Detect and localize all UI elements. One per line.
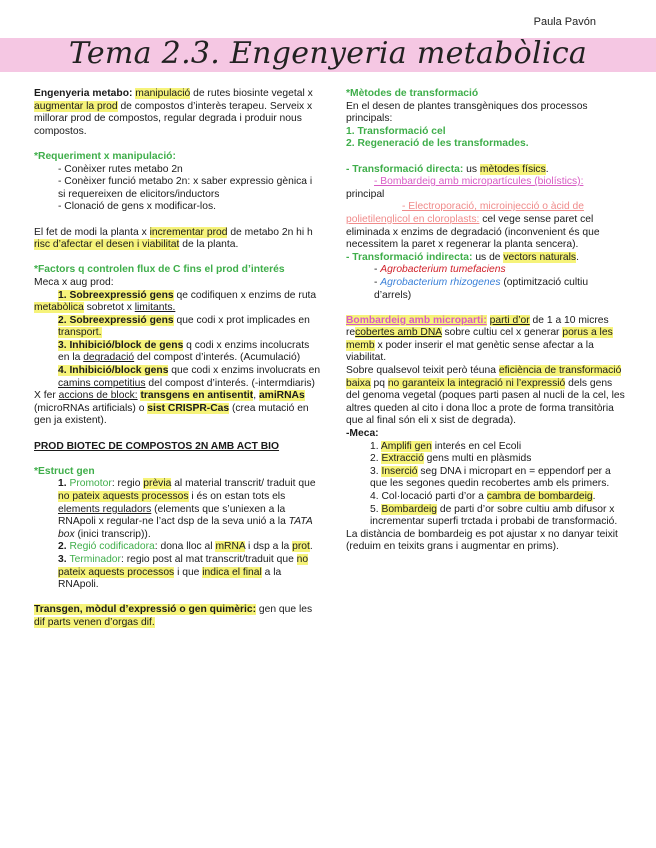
bombardment-paragraph — [346, 315, 628, 365]
indirect-text: us de — [472, 251, 504, 263]
structure-highlight: mRNA — [215, 541, 246, 553]
bomb-highlight: cobertes amb DNA — [355, 327, 442, 339]
mechanism-step — [346, 504, 628, 529]
step-highlight: cambra de bombardeig — [486, 491, 593, 502]
step-text: . — [592, 491, 596, 502]
left-column — [34, 88, 322, 630]
block-text: (microRNAs artificials) o — [34, 402, 148, 414]
intro-highlight-2: augmentar la prod — [34, 100, 118, 112]
principal-text: principal — [346, 188, 385, 200]
electroporation-text: cel vege sense paret cel eliminada x enzims de degradació (inconvenient és que necessitem la paret x regenerar la planta sencera). — [346, 213, 600, 251]
gene-structure-item — [34, 478, 322, 541]
factors-intro: Meca x aug prod: — [34, 276, 114, 288]
factor-item-cont — [34, 302, 322, 315]
modi-highlight-2: risc d’afectar el desen i viabilitat — [34, 239, 180, 251]
factor-text: que codi x prot implicades en — [173, 314, 310, 326]
block-highlight: amiRNAs — [258, 390, 305, 402]
transgen-paragraph — [34, 604, 322, 629]
factor-text: que codi x enzims involucrats en — [168, 365, 321, 377]
mechanism-heading: -Meca: — [346, 428, 379, 440]
factor-highlight: metabòlica — [34, 302, 84, 314]
block-underline: accions de block: — [58, 390, 138, 402]
structure-text: . — [309, 541, 313, 553]
bombardment-label: - Bombardeig amb micropartícules (biolístics): — [374, 176, 584, 188]
electroporation-item — [346, 201, 628, 251]
factor-item — [34, 340, 322, 365]
direct-label: - Transformació directa: — [346, 163, 464, 175]
mechanism-step — [346, 466, 628, 491]
structure-text: : regio post al mat transcrit/traduit que — [120, 553, 297, 565]
author-name: Paula Pavón — [533, 16, 596, 28]
indirect-label: - Transformació indirecta: — [346, 251, 473, 263]
structure-text: (inici transcrip)). — [74, 528, 151, 540]
factors-heading: *Factors q controlen flux de C fins el prod d’interés — [34, 264, 285, 276]
structure-italic: TATA box — [58, 516, 313, 540]
structure-text: i dsp a la — [245, 541, 293, 553]
block-text: X fer — [34, 390, 59, 402]
structure-text: i que — [174, 566, 203, 578]
methods-intro: En el desen de plantes transgèniques dos processos principals: — [346, 100, 588, 125]
factor-text: del compost d’interés. (Acumulació) — [134, 352, 301, 364]
step-text: interés en cel Ecoli — [431, 440, 522, 452]
mechanism-step — [346, 491, 628, 504]
requirement-heading: *Requeriment x manipulació: — [34, 150, 176, 162]
block-text: , — [253, 390, 259, 402]
bomb-text: Sobre qualsevol teixit però téuna — [346, 365, 499, 377]
structure-text: a la RNApoli. — [58, 566, 282, 591]
intro-text: de rutes biosinte vegetal x — [190, 88, 313, 99]
block-highlight: transgens en antisentit — [140, 390, 254, 402]
step-number: 2. — [370, 453, 382, 465]
indirect-transformation — [346, 252, 628, 265]
direct-text: us — [463, 163, 480, 175]
factor-item — [34, 315, 322, 340]
bomb-text: de 1 a 10 micres re — [346, 314, 609, 339]
factor-label: 2. Sobreexpressió gens — [58, 314, 174, 326]
modi-text-2: de metabo 2n hi h — [227, 226, 313, 238]
intro-highlight: manipulació — [135, 88, 191, 99]
factor-text: q codi x enzims incolucrats en la — [58, 339, 310, 364]
bomb-highlight: eficiència de transformació baixa — [346, 365, 622, 389]
item-number: 1. — [58, 478, 70, 490]
agrobacterium-item: - Agrobacterium tumefaciens — [374, 264, 506, 276]
direct-text: . — [545, 163, 549, 175]
block-actions-paragraph — [34, 390, 322, 428]
step-number: 5. — [370, 503, 382, 515]
agrobacterium-tumefaciens: Agrobacterium tumefaciens — [380, 264, 506, 276]
bombardment-paragraph-2 — [346, 365, 628, 428]
transgen-term: Transgen, mòdul d’expressió o gen quimèric: — [34, 604, 257, 616]
bomb-text: pq — [370, 377, 388, 389]
structure-highlight: no pateix aquests processos — [58, 491, 189, 502]
factor-underline: degradació — [83, 352, 135, 364]
structure-label: Regió codificadora — [69, 541, 155, 553]
methods-heading: *Mètodes de transformació — [346, 88, 479, 99]
step-text: Col·locació parti d’or a — [381, 491, 487, 502]
bomb-text: x poder inserir el mat genètic sense afectar a la viabilitat. — [346, 339, 594, 364]
factor-underline: camins competitius — [58, 377, 146, 389]
factor-text: qe codifiquen x enzims de ruta — [173, 289, 317, 301]
agrobacterium-rhizogenes: Agrobacterium rhizogenes — [380, 276, 501, 288]
step-highlight: Inserció — [381, 465, 418, 477]
factor-label: 3. Inhibició/block de gens — [58, 339, 184, 351]
mechanism-step — [346, 441, 628, 454]
structure-highlight: prot — [292, 541, 310, 553]
factor-text: sobretot x — [83, 302, 135, 314]
method-item: 2. Regeneració de les transformades. — [346, 138, 529, 150]
step-text: seg DNA i micropart en = eppendorf per a que les segones quedin recobertes amb els primers. — [370, 465, 611, 490]
structure-label: Terminador — [69, 553, 121, 565]
step-text: de parti d’or sobre cultiu amb difusor x incrementar superfi trctada i probabi de transformació. — [370, 503, 618, 528]
bomb-highlight: parti d’or — [489, 314, 530, 326]
factor-item — [34, 290, 322, 303]
gene-structure-heading: *Estruct gen — [34, 465, 95, 477]
mechanism-step — [346, 453, 628, 466]
bomb-text: sobre cultiu cel x generar — [441, 327, 563, 339]
structure-text: al material transcrit/ traduit que — [171, 478, 316, 490]
transgen-highlight: dif parts venen d’orgas dif. — [34, 616, 155, 628]
gene-structure-item — [34, 541, 322, 554]
structure-text: i és on estan tots els — [188, 491, 286, 502]
structure-highlight: prèvia — [143, 478, 172, 490]
prod-biotec-heading: PROD BIOTEC DE COMPOSTOS 2N AMB ACT BIO — [34, 440, 280, 452]
structure-highlight: indica el final — [202, 566, 262, 578]
factor-label: 1. Sobreexpressió gens — [58, 289, 174, 301]
step-highlight: Bombardeig — [381, 503, 437, 515]
step-highlight: Amplifi gen — [380, 440, 432, 452]
block-highlight: sist CRISPR-Cas — [147, 402, 230, 414]
step-number: 4. — [370, 491, 382, 502]
indirect-highlight: vectors naturals — [503, 251, 577, 263]
structure-text: (elements que s’uniexen a la RNApoli x regular-ne l’act dsp de la seva unió a la — [58, 503, 289, 528]
agrobacterium-text: (optimització cultiu d’arrels) — [374, 276, 589, 301]
block-text: (crea mutació en gen ja existent). — [34, 402, 309, 427]
right-column — [346, 88, 628, 554]
direct-highlight: mètodes físics — [479, 163, 546, 175]
agrobacterium-item: - Agrobacterium rhizogenes (optimització cultiu d’arrels) — [374, 276, 589, 301]
factor-underline: limitants. — [134, 302, 176, 314]
requirement-item: - Clonació de gens x modificar-los. — [58, 201, 216, 213]
bomb-highlight: porus a les memb — [346, 327, 613, 351]
gene-structure-item — [34, 554, 322, 592]
bombardment-heading: Bombardeig amb microparti: — [346, 314, 487, 326]
bomb-text: dels gens del genoma vegetal (poques parti pasen al nucli de la cel, les altres queden al cito i dona lloc a prote de forma transitòria que al final són eli x sist de degrada). — [346, 377, 625, 427]
item-number: 3. — [58, 553, 70, 565]
structure-text: : dona lloc al — [154, 541, 216, 553]
modi-text-3: de la planta. — [179, 239, 239, 251]
method-item: 1. Transformació cel — [346, 125, 446, 137]
transgen-text: gen que les — [256, 604, 313, 616]
step-number: 1. — [370, 440, 381, 452]
structure-label: Promotor — [69, 478, 112, 490]
bomb-highlight: no garanteix la integració ni l’expressió — [387, 377, 566, 389]
modi-text: El fet de modi la planta x — [34, 226, 150, 238]
structure-text: : regio — [111, 478, 144, 490]
page-title: Tema 2.3. Engenyeria metabòlica — [68, 36, 588, 71]
structure-underline: elements reguladors — [58, 503, 152, 515]
factor-highlight: transport. — [58, 327, 102, 339]
requirement-item: - Conèixer funció metabo 2n: x saber expressio gènica i si requereixen de elicitors/inductors — [58, 176, 313, 200]
electroporation-label: - Electroporació, microinjecció o àcid de polietilenglicol en cloroplasts: — [346, 201, 584, 225]
direct-transformation — [346, 164, 628, 177]
requirement-item: - Conèixer rutes metabo 2n — [58, 163, 183, 175]
bombardment-item — [346, 176, 628, 189]
intro-term: Engenyeria metabo: — [34, 88, 133, 99]
factor-label: 4. Inhibició/block gens — [58, 365, 169, 377]
modification-paragraph — [34, 227, 322, 252]
item-number: 2. — [58, 541, 70, 553]
indirect-text: . — [576, 251, 579, 263]
step-highlight: Extracció — [381, 453, 424, 465]
modi-highlight: incrementar prod — [149, 226, 228, 238]
step-text: gens multi en plàsmids — [423, 453, 532, 465]
structure-highlight: no pateix aquests processos — [58, 553, 309, 578]
factor-item — [34, 365, 322, 390]
factor-text: del compost d’interés. (-intermdiaris) — [145, 377, 315, 389]
intro-text-2: de compostos d’interès terapeu. Serveix x millorar prod de compostos, regular degrada i produir nous compostos. — [34, 100, 313, 137]
intro-paragraph — [34, 88, 322, 138]
step-number: 3. — [370, 465, 382, 477]
distance-note: La distància de bombardeig es pot ajustar x no danyar teixit (reduim en teixits grans i augmentar en prims). — [346, 528, 618, 553]
